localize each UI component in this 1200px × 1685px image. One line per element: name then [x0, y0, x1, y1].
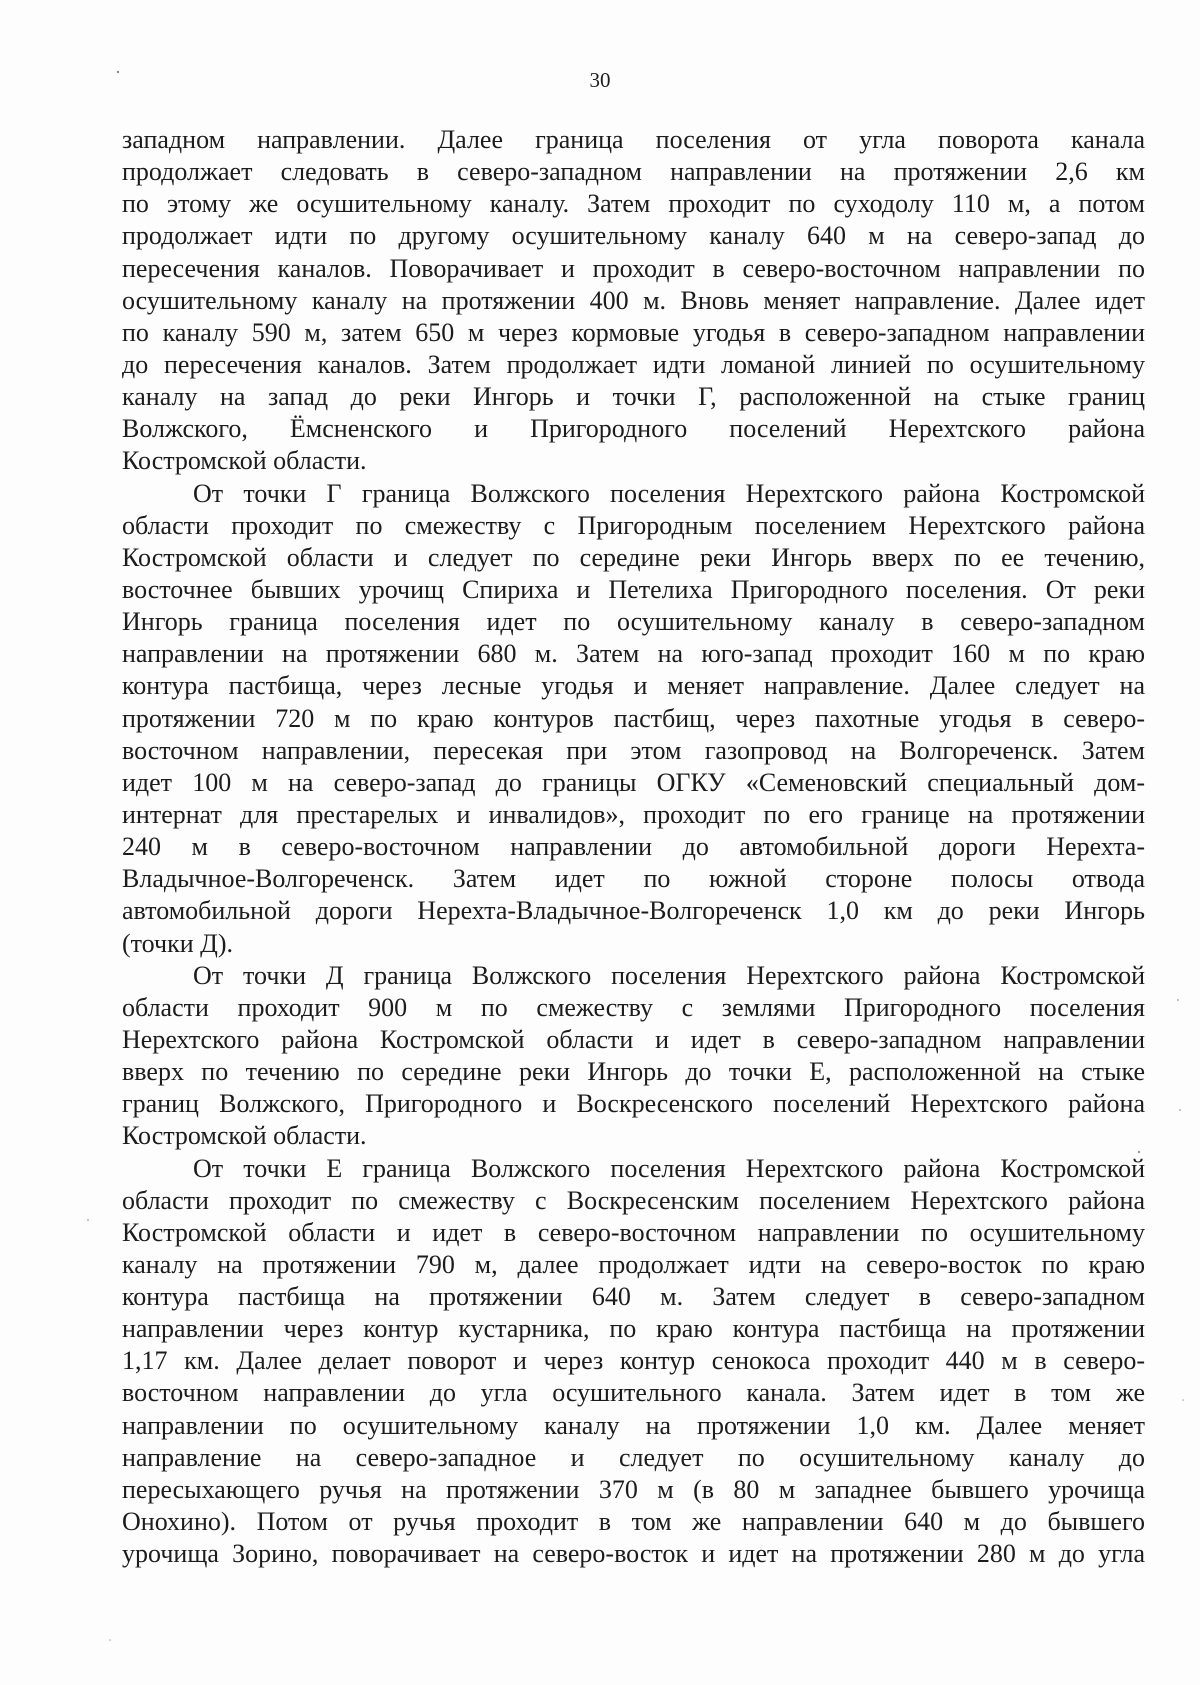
- text-line: направление на северо-западное и следует по осушительному каналу до: [122, 1442, 1145, 1472]
- text-line: Костромской области.: [122, 446, 367, 476]
- page-number: 30: [589, 68, 611, 92]
- text-line: От точки Е граница Волжского поселения Нерехтского района Костромской: [193, 1153, 1145, 1183]
- text-line: области проходит 900 м по смежеству с землями Пригородного поселения: [122, 992, 1145, 1022]
- document-body: [122, 124, 1145, 1570]
- text-line: Костромской области и идет в северо-восточном направлении по осушительному: [122, 1217, 1145, 1247]
- text-line: осушительному каналу на протяжении 400 м. Вновь меняет направление. Далее идет: [122, 285, 1145, 315]
- text-line: направлении на протяжении 680 м. Затем на юго-запад проходит 160 м по краю: [122, 639, 1145, 669]
- text-line: направлении через контур кустарника, по краю контура пастбища на протяжении: [122, 1314, 1145, 1344]
- text-line: Костромской области и следует по середине реки Ингорь вверх по ее течению,: [122, 542, 1145, 572]
- text-line: автомобильной дороги Нерехта-Владычное-Волгореченск 1,0 км до реки Ингорь: [122, 896, 1145, 926]
- text-line: 1,17 км. Далее делает поворот и через контур сенокоса проходит 440 м в северо-: [122, 1346, 1145, 1376]
- text-line: западном направлении. Далее граница поселения от угла поворота канала: [122, 125, 1145, 154]
- text-line: границ Волжского, Пригородного и Воскресенского поселений Нерехтского района: [122, 1089, 1145, 1119]
- text-line: Костромской области.: [122, 1121, 367, 1151]
- text-line: протяжении 720 м по краю контуров пастбищ, через пахотные угодья в северо-: [122, 703, 1145, 733]
- text-line: вверх по течению по середине реки Ингорь до точки Е, расположенной на стыке: [122, 1057, 1145, 1087]
- text-line: продолжает идти по другому осушительному каналу 640 м на северо-запад до: [122, 221, 1145, 251]
- text-line: продолжает следовать в северо-западном направлении на протяжении 2,6 км: [122, 157, 1145, 187]
- text-line: контура пастбища, через лесные угодья и меняет направление. Далее следует на: [122, 671, 1145, 701]
- paragraph-1: [122, 124, 1145, 478]
- text-line: восточном направлении до угла осушительного канала. Затем идет в том же: [122, 1378, 1145, 1408]
- text-line: Владычное-Волгореченск. Затем идет по южной стороне полосы отвода: [122, 864, 1145, 894]
- paragraph-4: [122, 1153, 1145, 1571]
- text-line: Нерехтского района Костромской области и идет в северо-западном направлении: [122, 1024, 1145, 1054]
- text-line: Волжского, Ёмсненского и Пригородного поселений Нерехтского района: [122, 414, 1145, 444]
- text-line: каналу на запад до реки Ингорь и точки Г, расположенной на стыке границ: [122, 382, 1145, 412]
- text-line: идет 100 м на северо-запад до границы ОГКУ «Семеновский специальный дом-: [122, 767, 1145, 797]
- text-line: урочища Зорино, поворачивает на северо-восток и идет на протяжении 280 м до угла: [122, 1539, 1145, 1569]
- text-line: 240 м в северо-восточном направлении до автомобильной дороги Нерехта-: [122, 832, 1145, 862]
- text-line: восточнее бывших урочищ Спириха и Петелиха Пригородного поселения. От реки: [122, 574, 1145, 604]
- text-line: до пересечения каналов. Затем продолжает идти ломаной линией по осушительному: [122, 349, 1145, 379]
- text-line: (точки Д).: [122, 928, 234, 958]
- paragraph-2: [122, 478, 1145, 960]
- text-line: каналу на протяжении 790 м, далее продолжает идти на северо-восток по краю: [122, 1249, 1145, 1279]
- text-line: по каналу 590 м, затем 650 м через кормовые угодья в северо-западном направлении: [122, 317, 1145, 347]
- text-line: От точки Г граница Волжского поселения Нерехтского района Костромской: [193, 478, 1145, 508]
- text-line: пересыхающего ручья на протяжении 370 м (в 80 м западнее бывшего урочища: [122, 1474, 1145, 1504]
- paragraph-3: [122, 960, 1145, 1153]
- text-line: области проходит по смежеству с Пригородным поселением Нерехтского района: [122, 510, 1145, 540]
- text-line: восточном направлении, пересекая при этом газопровод на Волгореченск. Затем: [122, 735, 1145, 765]
- text-line: направлении по осушительному каналу на протяжении 1,0 км. Далее меняет: [122, 1410, 1145, 1440]
- text-line: по этому же осушительному каналу. Затем проходит по суходолу 110 м, а потом: [122, 189, 1145, 219]
- text-line: Ингорь граница поселения идет по осушительному каналу в северо-западном: [122, 607, 1145, 637]
- text-line: области проходит по смежеству с Воскресенским поселением Нерехтского района: [122, 1185, 1145, 1215]
- text-line: Онохино). Потом от ручья проходит в том же направлении 640 м до бывшего: [122, 1507, 1145, 1537]
- text-line: пересечения каналов. Поворачивает и проходит в северо-восточном направлении по: [122, 253, 1145, 283]
- text-line: интернат для престарелых и инвалидов», проходит по его границе на протяжении: [122, 799, 1145, 829]
- text-line: От точки Д граница Волжского поселения Нерехтского района Костромской: [193, 960, 1145, 990]
- text-line: контура пастбища на протяжении 640 м. Затем следует в северо-западном: [122, 1282, 1145, 1312]
